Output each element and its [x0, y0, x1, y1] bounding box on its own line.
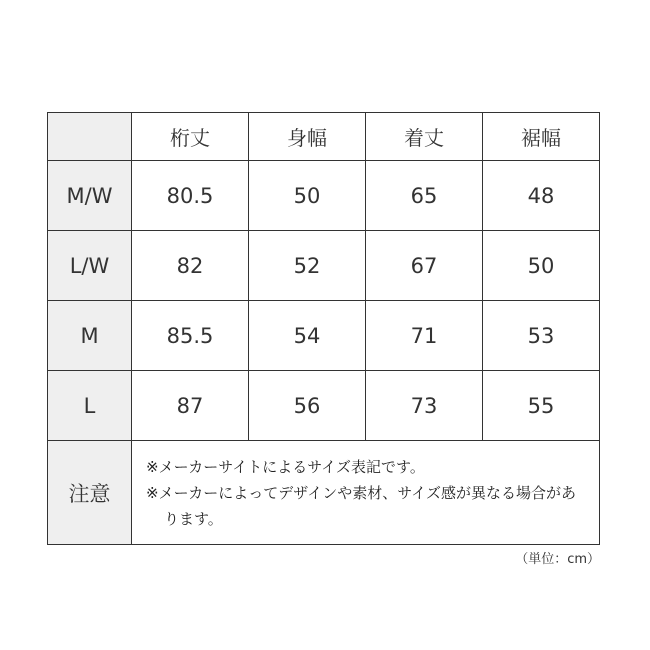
note-row — [48, 441, 600, 545]
table-row — [48, 161, 600, 231]
table-row — [48, 231, 600, 301]
header-sleeve-length: 桁丈 — [132, 113, 249, 161]
header-row — [48, 113, 600, 161]
unit-label: （単位：cm） — [515, 552, 600, 567]
table-cell: 53 — [483, 301, 600, 371]
size-label: M — [48, 301, 132, 371]
table-cell: 73 — [366, 371, 483, 441]
note-text — [132, 441, 600, 545]
note-line: ※メーカーサイトによるサイズ表記です。 — [146, 457, 425, 476]
note-label: 注意 — [48, 441, 132, 545]
table-cell: 82 — [132, 231, 249, 301]
table-cell: 55 — [483, 371, 600, 441]
table-cell: 80.5 — [132, 161, 249, 231]
table-cell: 52 — [249, 231, 366, 301]
corner-cell — [48, 113, 132, 161]
table-cell: 50 — [483, 231, 600, 301]
table-row — [48, 371, 600, 441]
table-cell: 85.5 — [132, 301, 249, 371]
table-row — [48, 301, 600, 371]
table-cell: 48 — [483, 161, 600, 231]
size-table — [47, 112, 600, 545]
header-body-length: 着丈 — [366, 113, 483, 161]
size-label: M/W — [48, 161, 132, 231]
table-cell: 87 — [132, 371, 249, 441]
table-cell: 65 — [366, 161, 483, 231]
table-cell: 50 — [249, 161, 366, 231]
table-cell: 56 — [249, 371, 366, 441]
size-label: L/W — [48, 231, 132, 301]
header-chest-width: 身幅 — [249, 113, 366, 161]
table-cell: 67 — [366, 231, 483, 301]
note-line: ※メーカーによってデザインや素材、サイズ感が異なる場合があります。 — [146, 483, 577, 528]
size-label: L — [48, 371, 132, 441]
table-cell: 54 — [249, 301, 366, 371]
header-hem-width: 裾幅 — [483, 113, 600, 161]
table-cell: 71 — [366, 301, 483, 371]
